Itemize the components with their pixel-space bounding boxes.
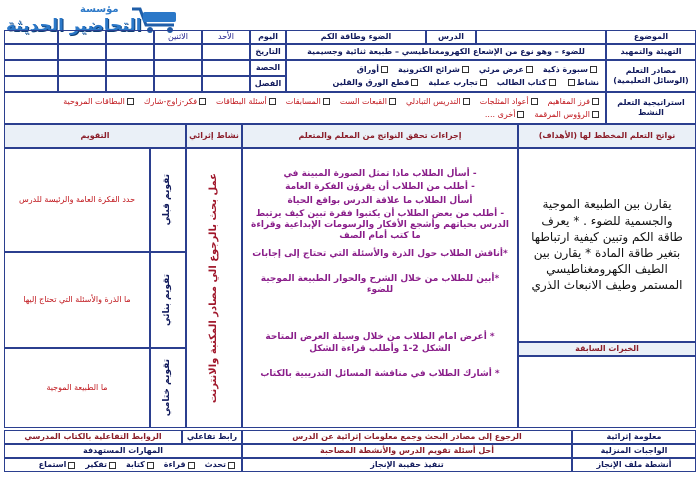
procedure-step: * أعرض امام الطلاب من خلال وسيلة العرض المتاحة الشكل 2-1 وأطلب قراءة الشكل: [265, 332, 495, 354]
date-col-5: [4, 44, 58, 60]
period-col-3: [106, 60, 154, 76]
assess-mid-label-cell: [150, 252, 186, 348]
class-col-1: [202, 76, 250, 92]
period-label: الحصة: [250, 60, 286, 76]
info-label: معلومة إثرائية: [572, 430, 696, 444]
assess-mid-label: تقويم بنائي: [162, 274, 173, 326]
resource-option[interactable]: قطع الورق والقلين: [333, 78, 421, 88]
intro-label: التهيئة والتمهيد: [606, 44, 696, 60]
prior-experience-cell: [518, 356, 696, 428]
intro-text: للضوء – وهو نوع من الإشعاع الكهرومغناطيسي – طبيعة ثنائية وجسيمية: [286, 44, 606, 60]
strategy-option[interactable]: المسابقات: [286, 97, 332, 107]
class-col-3: [106, 76, 154, 92]
link-label: رابط تفاعلي: [182, 430, 242, 444]
skill-option[interactable]: تفكير: [85, 460, 118, 470]
assess-mid-text: ما الذرة والأسئلة التي تحتاج إليها: [4, 252, 150, 348]
strategy-option[interactable]: أعواد المثلجات: [480, 97, 540, 107]
assess-final-text: ما الطبيعة الموجية: [4, 348, 150, 428]
period-col-5: [4, 60, 58, 76]
resources-label: مصادر التعلم (الوسائل التعليمية): [606, 60, 696, 92]
homework-text: أحل أسئلة تقويم الدرس والأنشطة المصاحبة: [242, 444, 572, 458]
outcomes-cell: [518, 148, 696, 342]
info-text: الرجوع إلى مصادر البحث وجمع معلومات إثرائية عن الدرس: [242, 430, 572, 444]
day-col-3: [106, 30, 154, 44]
logo-wordmark: التحاضير الحديثة: [6, 16, 142, 36]
assess-final-label: تقويم ختامي: [162, 359, 173, 417]
procedures-cell: [242, 148, 518, 428]
period-col-4: [58, 60, 106, 76]
strategy-option[interactable]: فكر-زاوج-شارك: [144, 97, 208, 107]
portfolio-text: تنفيذ حقيبة الإنجاز: [242, 458, 572, 472]
logo-subtitle: مؤسسة: [80, 4, 119, 15]
strategy-option[interactable]: أخرى ....: [485, 110, 527, 120]
strategy-option[interactable]: القبعات الست: [340, 97, 398, 107]
strategy-option[interactable]: الرؤوس المرقمة: [534, 110, 601, 120]
skill-option[interactable]: استماع: [39, 460, 78, 470]
prior-experience-label: الخبرات السابقة: [518, 342, 696, 356]
day-col-2: الاثنين: [154, 30, 202, 44]
date-label: التاريخ: [250, 44, 286, 60]
resource-option[interactable]: سبورة ذكية: [543, 65, 599, 75]
enrichment-cell: [186, 148, 242, 428]
enrichment-text: عمل بحث بالرجوع الي مصادر المكتبة والانترنت: [207, 172, 219, 404]
day-col-5: [4, 30, 58, 44]
topic-label: الموضوع: [606, 30, 696, 44]
assessment-header: التقويم: [4, 124, 186, 148]
date-col-1: [202, 44, 250, 60]
strategy-option[interactable]: أسئلة البطاقات: [216, 97, 278, 107]
resource-option[interactable]: تجارب عملية: [428, 78, 488, 88]
outcomes-header: نواتج التعلم المخطط لها (الأهداف): [518, 124, 696, 148]
link-text: الروابط التفاعلية بالكتاب المدرسي: [4, 430, 182, 444]
resources-checklist: [286, 60, 606, 92]
homework-label: الواجبات المنزلية: [572, 444, 696, 458]
lesson-value: الضوء وطاقة الكم: [286, 30, 426, 44]
date-col-4: [58, 44, 106, 60]
procedure-step: - أطلب من الطلاب أن يقرؤن الفكرة العامة: [285, 182, 475, 193]
resource-option[interactable]: كتاب الطالب: [497, 78, 558, 88]
strategy-checklist: [4, 92, 606, 124]
procedures-header: إجراءات تحقق النواتج من المعلم والمتعلم: [242, 124, 518, 148]
class-col-5: [4, 76, 58, 92]
procedure-step: *أبين للطلاب من خلال الشرح والحوار الطبيعة الموجية للضوء: [260, 273, 500, 295]
portfolio-label: أنشطة ملف الإنجاز: [572, 458, 696, 472]
period-col-2: [154, 60, 202, 76]
date-col-3: [106, 44, 154, 60]
resource-option[interactable]: نشاط: [566, 78, 599, 88]
strategy-option[interactable]: فرز المفاهيم: [548, 97, 601, 107]
assess-final-label-cell: [150, 348, 186, 428]
outcomes-text: يقارن بين الطبيعة الموجية والجسمية للضوء . * يعرف طاقة الكم وتبين كيفية ارتباطها بتغير طاقة المادة * يقارن بين الطيف الكهرومغناطيسي المستمر وطيف الانبعاث الذري: [531, 197, 683, 293]
strategy-option[interactable]: التدريس التبادلي: [406, 97, 472, 107]
strategy-option[interactable]: البطاقات المروحية: [63, 97, 136, 107]
procedure-step: * أشارك الطلاب في مناقشة المسائل التدريبية بالكتاب: [260, 368, 500, 379]
resource-option[interactable]: أوراق: [357, 65, 390, 75]
procedure-step: *أناقش الطلاب حول الذرة والأسئلة التي تحتاج إلى إجابات: [252, 248, 508, 259]
period-col-1: [202, 60, 250, 76]
assess-pre-label-cell: [150, 148, 186, 252]
date-col-2: [154, 44, 202, 60]
skill-option[interactable]: قراءة: [164, 460, 197, 470]
day-label: اليوم: [250, 30, 286, 44]
class-col-4: [58, 76, 106, 92]
day-col-4: [58, 30, 106, 44]
skill-option[interactable]: كتابة: [126, 460, 156, 470]
assess-pre-text: حدد الفكرة العامة والرئيسة للدرس: [4, 148, 150, 252]
skills-label: المهارات المستهدفة: [4, 444, 242, 458]
topic-value: [476, 30, 606, 44]
strategy-label: استراتيجية التعلم النشط: [606, 92, 696, 124]
procedure-step: - أطلب من بعض الطلاب أن يكتبوا فقرة تبين كيف يرتبط الدرس بحياتهم وأشجع الأفكار والرسومات الإبداعية وقراءة ما كتب أمام الصف: [251, 208, 509, 242]
class-label: الفصل: [250, 76, 286, 92]
enrichment-header: نشاط إثرائي: [186, 124, 242, 148]
resource-option[interactable]: عرض مرئي: [479, 65, 535, 75]
lesson-label: الدرس: [426, 30, 476, 44]
procedure-step: أسأل الطلاب ما علاقة الدرس بواقع الحياة: [287, 195, 473, 206]
skill-option[interactable]: تحدث: [205, 460, 237, 470]
day-col-1: الأحد: [202, 30, 250, 44]
class-col-2: [154, 76, 202, 92]
skills-checklist: [4, 458, 242, 472]
assess-pre-label: تقويم قبلي: [162, 174, 173, 226]
resource-option[interactable]: شرائح الكترونية: [398, 65, 471, 75]
procedure-step: - أسأل الطلاب ماذا تمثل الصورة المبينة في: [283, 169, 477, 179]
